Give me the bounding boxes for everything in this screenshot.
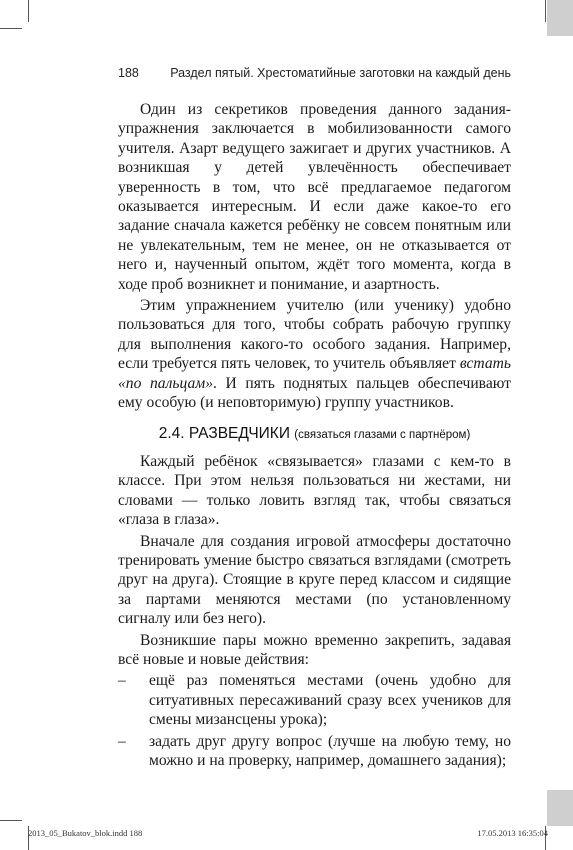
- paragraph: Каждый ребёнок «связывается» глазами с кем-то в классе. При этом нельзя пользоваться ни жестами, ни словами — только ловить взгляд так, чтобы связаться «глаза в глаза».: [118, 453, 511, 529]
- heading-main: 2.4. РАЗВЕДЧИКИ: [158, 425, 290, 442]
- page-number: 188: [118, 66, 139, 80]
- heading-subtitle: (связаться глазами с партнёром): [294, 429, 471, 441]
- footer-timestamp: 17.05.2013 16:35:04: [477, 828, 548, 838]
- footer-filename: 2013_05_Bukatov_blok.indd 188: [28, 828, 143, 838]
- list-item: [118, 671, 511, 729]
- crop-mark: [0, 820, 22, 821]
- paragraph-text: Этим упражнением учителю (или ученику) удобно пользоваться для того, чтобы собрать рабочую группку для выполнения какого-то особого задания. Например, если требуется пять человек, то учитель объявляет: [118, 297, 511, 373]
- paragraph: Один из секретиков проведения данного задания-упражнения заключается в мобилизованности самого учителя. Азарт ведущего зажигает и других участников. А возникшая у детей увлечённость обеспечивает уверенность в том, что всё предлагаемое педагогом оказывается интересным. И если даже какое-то его задание сначала кажется ребёнку не совсем понятным или не увлекательным, тем не менее, он не отказывается от него и, наученный опытом, ждёт того момента, когда в ходе проб возникнет и понимание, и азартность.: [118, 101, 511, 293]
- action-list: [118, 671, 511, 770]
- section-1-text: [118, 100, 511, 413]
- section-heading: [118, 425, 511, 443]
- paragraph: Возникшие пары можно временно закрепить, задавая всё новые и новые действия:: [118, 631, 511, 669]
- paragraph-text: . И пять поднятых пальцев обеспечивают ему особую (и неповторимую) группу участников.: [118, 374, 511, 412]
- crop-mark: [0, 28, 22, 29]
- running-title: Раздел пятый. Хрестоматийные заготовки на каждый день: [170, 66, 511, 80]
- list-item-text: задать друг другу вопрос (лучше на любую тему, но можно и на проверку, например, домашнего задания);: [149, 732, 511, 770]
- paragraph: [118, 296, 511, 412]
- section-2-text: [118, 452, 511, 771]
- crop-mark: [545, 0, 546, 22]
- list-dash: –: [118, 672, 126, 690]
- page-edge-tab: [547, 0, 573, 36]
- list-item-text: ещё раз поменяться местами (очень удобно для ситуативных пересаживаний сразу всех учеников для смены мизансцены урока);: [149, 672, 511, 729]
- page-edge-tab: [547, 790, 573, 826]
- crop-mark: [28, 0, 29, 22]
- list-item: [118, 732, 511, 771]
- emphasis-text: встать «по пальцам»: [118, 355, 511, 392]
- paragraph: Вначале для создания игровой атмосферы достаточно тренировать умение быстро связаться взглядами (смотреть друг на друга). Стоящие в круге перед классом и сидящие за партами меняются местами (по установленному сигналу или без него).: [118, 532, 511, 628]
- list-dash: –: [118, 732, 126, 750]
